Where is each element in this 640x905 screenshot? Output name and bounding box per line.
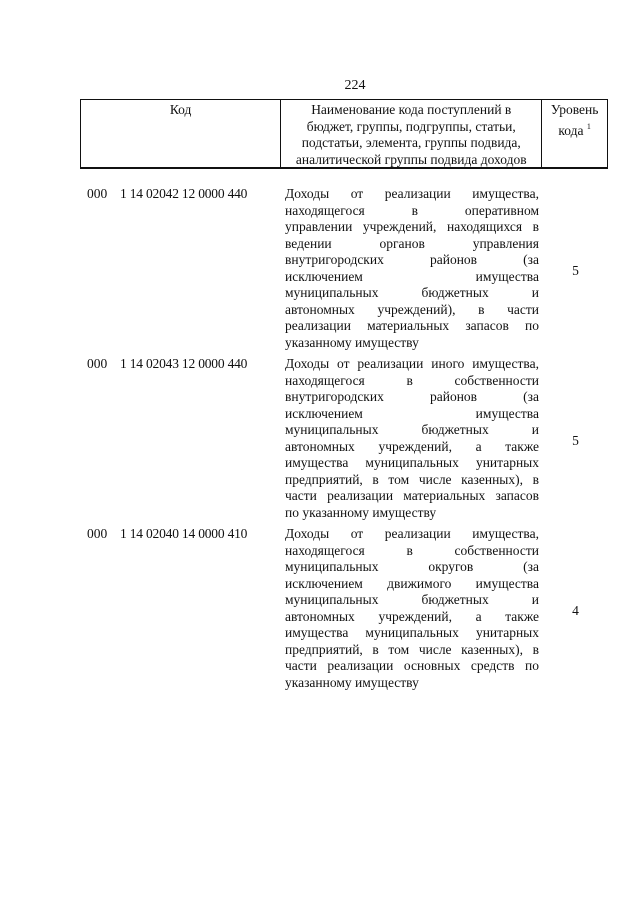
footnote-marker: 1 [586, 121, 591, 131]
admin-code: 000 [87, 526, 108, 541]
table-row [80, 356, 608, 526]
description-line: Доходы от реализации имущества, [285, 186, 539, 201]
description-line: предприятий, в том числе казенных), в [285, 471, 539, 487]
description-line: ведении органов управления [285, 235, 539, 251]
description-line: исключением движимого имущества [285, 575, 539, 591]
admin-code: 000 [87, 186, 108, 201]
header-name [281, 100, 542, 167]
kbk-code: 1 14 02040 14 0000 410 [120, 526, 248, 541]
admin-code: 000 [87, 356, 108, 371]
description-line: предприятий, в том числе казенных), в [285, 641, 539, 657]
description-line: муниципальных бюджетных и [285, 422, 539, 437]
description-line: внутригородских районов (за [285, 389, 539, 404]
header-level [542, 100, 607, 167]
description-line: находящегося в оперативном [285, 202, 539, 218]
description-line: исключением имущества [285, 268, 539, 284]
description-line: управлении учреждений, находящихся в [285, 219, 539, 234]
kbk-code: 1 14 02043 12 0000 440 [120, 356, 248, 371]
description-line: автономных учреждений, а также [285, 438, 539, 454]
description-line: внутригородских районов (за [285, 252, 539, 267]
description-line: муниципальных округов (за [285, 559, 539, 574]
description-line: Доходы от реализации имущества, [285, 526, 539, 541]
description-line: части реализации основных средств по [285, 658, 539, 673]
description-line: Доходы от реализации иного имущества, [285, 356, 539, 371]
description-line: указанному имуществу [285, 334, 419, 350]
header-level-line: Уровень [550, 102, 599, 117]
description-line: находящегося в собственности [285, 372, 539, 388]
description [281, 186, 543, 356]
description-line: муниципальных бюджетных и [285, 285, 539, 300]
header-level-line [542, 119, 607, 140]
table-row [80, 526, 608, 696]
header-name-line: бюджет, группы, подгруппы, статьи, [306, 118, 516, 134]
description-line: находящегося в собственности [285, 542, 539, 558]
description-line: имущества муниципальных унитарных [285, 455, 539, 470]
description-line: автономных учреждений), в части [285, 301, 539, 317]
header-name-line: подстатьи, элемента, группы подвида, [301, 135, 521, 150]
description-line: имущества муниципальных унитарных [285, 625, 539, 640]
table-row [80, 186, 608, 356]
header-name-line: аналитической группы подвида доходов [295, 151, 527, 167]
level-value: 5 [572, 262, 579, 278]
description-line: по указанному имуществу [285, 504, 437, 520]
description-line: муниципальных бюджетных и [285, 592, 539, 607]
description-line: части реализации материальных запасов [285, 488, 539, 503]
level-value: 4 [572, 602, 579, 618]
header-code: Код [81, 100, 281, 167]
description-line: автономных учреждений, а также [285, 608, 539, 624]
description [281, 356, 543, 526]
header-level-text: кода [558, 122, 584, 138]
table-header [80, 99, 608, 169]
description-line: исключением имущества [285, 405, 539, 421]
description-line: указанному имуществу [285, 674, 419, 690]
header-name-line: Наименование кода поступлений в [311, 102, 512, 117]
kbk-code: 1 14 02042 12 0000 440 [120, 186, 248, 201]
table-body [80, 186, 608, 696]
description [281, 526, 543, 696]
description-line: реализации материальных запасов по [285, 318, 539, 333]
page-number: 224 [344, 78, 366, 93]
level-value: 5 [572, 432, 579, 448]
